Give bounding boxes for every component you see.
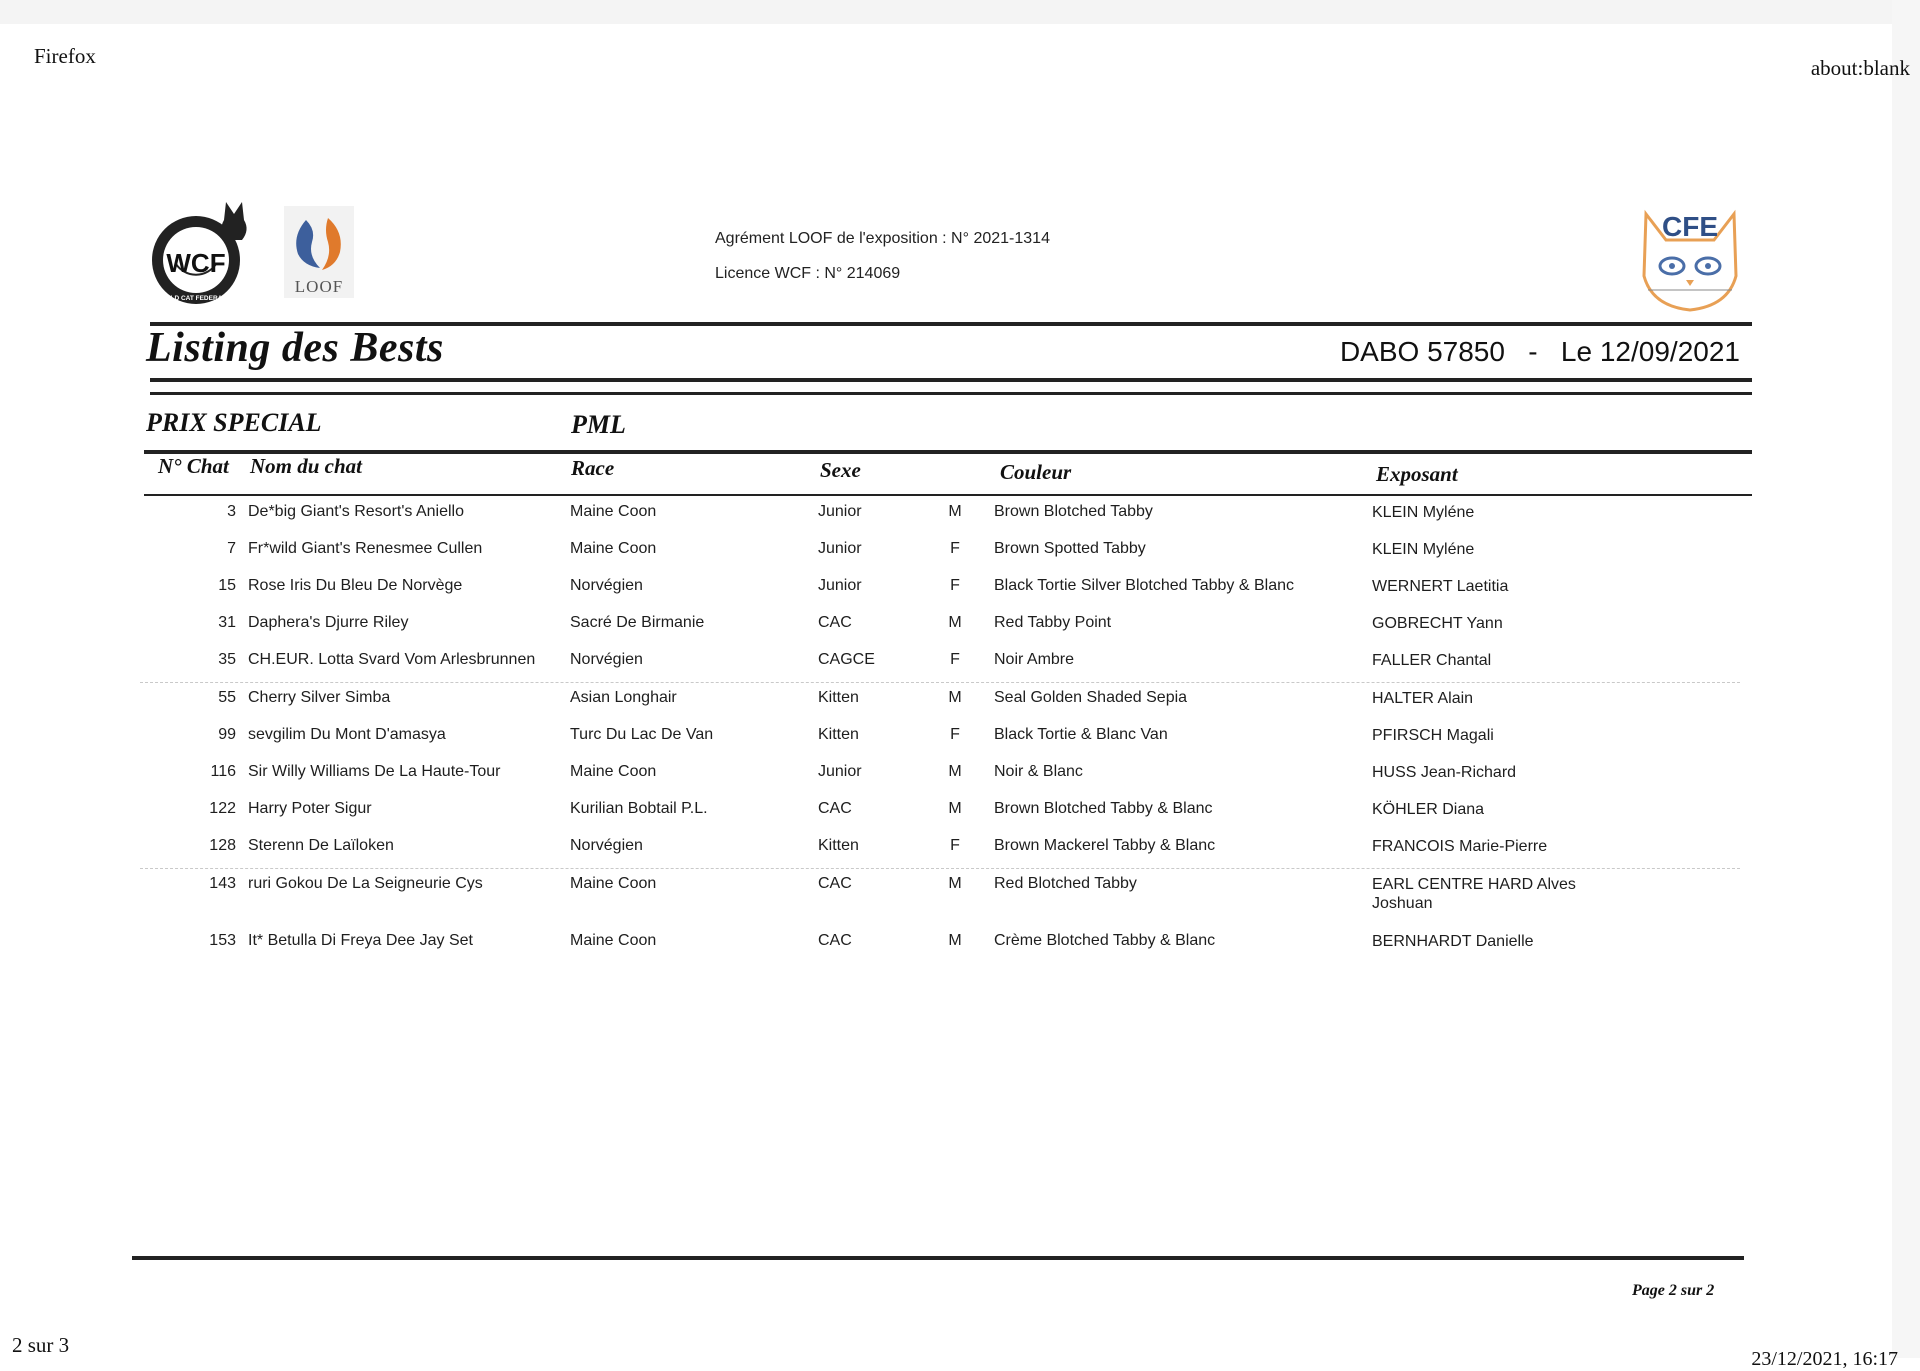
- wcf-logo-ring-text: WORLD CAT FEDERATION: [154, 295, 238, 302]
- cell-name: Fr*wild Giant's Renesmee Cullen: [248, 540, 483, 557]
- cell-classe: Junior: [818, 503, 862, 520]
- cell-couleur: Black Tortie & Blanc Van: [994, 726, 1168, 743]
- cell-couleur: Noir & Blanc: [994, 763, 1083, 780]
- cell-name: Cherry Silver Simba: [248, 689, 391, 706]
- col-header-exposant: Exposant: [1376, 462, 1458, 486]
- cell-race: Maine Coon: [570, 540, 657, 557]
- cell-classe: Junior: [818, 577, 862, 594]
- table-row: [140, 726, 1750, 760]
- cfe-logo-text: CFE: [1662, 211, 1718, 242]
- browser-timestamp: 23/12/2021, 16:17: [1751, 1348, 1898, 1370]
- col-header-race: Race: [571, 456, 615, 480]
- section-rule: [144, 450, 1752, 454]
- cell-race: Asian Longhair: [570, 689, 677, 706]
- location-date: DABO 57850 - Le 12/09/2021: [1339, 336, 1740, 367]
- cell-num: 153: [209, 932, 236, 949]
- col-header-couleur: Couleur: [1000, 460, 1072, 484]
- section-label: PRIX SPECIAL: [146, 408, 322, 437]
- cell-sexe: M: [948, 503, 962, 520]
- scan-top-edge: [0, 0, 1920, 24]
- cell-race: Turc Du Lac De Van: [570, 726, 714, 743]
- cell-name: De*big Giant's Resort's Aniello: [248, 503, 464, 520]
- cell-race: Kurilian Bobtail P.L.: [570, 800, 708, 817]
- cell-classe: Kitten: [818, 689, 859, 706]
- cell-exposant: KLEIN Myléne: [1372, 541, 1475, 558]
- cell-name: Sir Willy Williams De La Haute-Tour: [248, 763, 501, 780]
- cell-couleur: Brown Spotted Tabby: [994, 540, 1146, 557]
- cell-num: 143: [209, 875, 236, 892]
- cell-classe: Junior: [818, 763, 862, 780]
- cfe-logo: [1636, 206, 1744, 318]
- cell-name: sevgilim Du Mont D'amasya: [248, 726, 446, 743]
- cell-race: Maine Coon: [570, 932, 657, 949]
- cell-exposant: KLEIN Myléne: [1372, 504, 1475, 521]
- cell-exposant: FRANCOIS Marie-Pierre: [1372, 838, 1548, 855]
- table-row: [140, 577, 1750, 611]
- cell-name: Daphera's Djurre Riley: [248, 614, 409, 631]
- col-header-num: N° Chat: [158, 454, 229, 478]
- title-bottom-rule-2: [150, 392, 1752, 395]
- cell-classe: Kitten: [818, 837, 859, 854]
- cell-exposant: EARL CENTRE HARD Alves Joshuan: [1372, 876, 1576, 912]
- cell-couleur: Black Tortie Silver Blotched Tabby & Blanc: [994, 577, 1295, 594]
- cell-name: Harry Poter Sigur: [248, 800, 372, 817]
- cell-exposant: HUSS Jean-Richard: [1372, 764, 1517, 781]
- table-row: [140, 800, 1750, 834]
- browser-url: about:blank: [1810, 56, 1910, 80]
- cell-exposant: HALTER Alain: [1372, 690, 1474, 707]
- cell-exposant: GOBRECHT Yann: [1372, 615, 1503, 632]
- group-divider: [140, 868, 1740, 869]
- cell-couleur: Red Tabby Point: [994, 614, 1112, 631]
- cell-name: ruri Gokou De La Seigneurie Cys: [248, 875, 483, 892]
- cell-sexe: M: [948, 800, 962, 817]
- table-row: [140, 651, 1750, 685]
- cell-num: 15: [218, 577, 236, 594]
- cell-race: Sacré De Birmanie: [570, 614, 705, 631]
- cell-exposant: FALLER Chantal: [1372, 652, 1492, 669]
- cell-classe: Kitten: [818, 726, 859, 743]
- cell-couleur: Brown Blotched Tabby & Blanc: [994, 800, 1213, 817]
- loof-logo: [284, 206, 354, 298]
- cell-name: CH.EUR. Lotta Svard Vom Arlesbrunnen: [248, 651, 536, 668]
- cell-couleur: Brown Blotched Tabby: [994, 503, 1153, 520]
- page-number: Page 2 sur 2: [1632, 1282, 1715, 1299]
- cell-couleur: Seal Golden Shaded Sepia: [994, 689, 1188, 706]
- cell-sexe: M: [948, 875, 962, 892]
- table-row: [140, 875, 1750, 927]
- cell-name: It* Betulla Di Freya Dee Jay Set: [248, 932, 473, 949]
- cell-race: Maine Coon: [570, 763, 657, 780]
- cell-exposant: KÖHLER Diana: [1372, 801, 1485, 818]
- cell-race: Maine Coon: [570, 875, 657, 892]
- cell-num: 7: [227, 540, 236, 557]
- cell-sexe: M: [948, 763, 962, 780]
- wcf-logo: [146, 200, 256, 312]
- cell-sexe: F: [950, 837, 960, 854]
- section-sub-label: PML: [571, 410, 626, 439]
- cell-sexe: M: [948, 614, 962, 631]
- table-row: [140, 932, 1750, 966]
- cell-classe: CAC: [818, 800, 852, 817]
- cell-classe: CAC: [818, 932, 852, 949]
- table-row: [140, 763, 1750, 797]
- cell-sexe: F: [950, 726, 960, 743]
- cell-race: Norvégien: [570, 651, 643, 668]
- cell-num: 128: [209, 837, 236, 854]
- cell-name: Rose Iris Du Bleu De Norvège: [248, 577, 463, 594]
- cell-classe: CAC: [818, 614, 852, 631]
- cell-num: 35: [218, 651, 236, 668]
- table-row: [140, 503, 1750, 537]
- cell-classe: CAC: [818, 875, 852, 892]
- browser-app-name: Firefox: [34, 44, 96, 68]
- table-row: [140, 614, 1750, 648]
- cell-race: Maine Coon: [570, 503, 657, 520]
- cell-exposant: PFIRSCH Magali: [1372, 727, 1494, 744]
- footer-rule: [132, 1256, 1744, 1260]
- cell-num: 3: [227, 503, 236, 520]
- group-divider: [140, 682, 1740, 683]
- loof-logo-text: LOOF: [294, 277, 344, 296]
- cell-couleur: Crème Blotched Tabby & Blanc: [994, 932, 1216, 949]
- table-row: [140, 689, 1750, 723]
- page-title: Listing des Bests: [146, 325, 444, 371]
- table-row: [140, 837, 1750, 871]
- col-header-name: Nom du chat: [250, 454, 363, 478]
- cell-num: 31: [218, 614, 236, 631]
- cell-name: Sterenn De Laïloken: [248, 837, 394, 854]
- wcf-logo-text: WCF: [166, 248, 226, 278]
- cell-couleur: Brown Mackerel Tabby & Blanc: [994, 837, 1216, 854]
- cell-couleur: Red Blotched Tabby: [994, 875, 1137, 892]
- cell-num: 122: [209, 800, 236, 817]
- cell-couleur: Noir Ambre: [994, 651, 1075, 668]
- cell-sexe: F: [950, 540, 960, 557]
- header-rule: [144, 494, 1752, 496]
- cell-sexe: F: [950, 651, 960, 668]
- cell-num: 55: [218, 689, 236, 706]
- cell-sexe: M: [948, 689, 962, 706]
- cell-num: 116: [210, 763, 236, 780]
- cell-classe: Junior: [818, 540, 862, 557]
- licence-wcf: Licence WCF : N° 214069: [715, 265, 901, 282]
- cell-race: Norvégien: [570, 577, 643, 594]
- scan-right-edge: [1892, 0, 1920, 1358]
- cell-exposant: BERNHARDT Danielle: [1372, 933, 1534, 950]
- cell-num: 99: [218, 726, 236, 743]
- cell-sexe: M: [948, 932, 962, 949]
- cell-classe: CAGCE: [818, 651, 875, 668]
- browser-page-indicator: 2 sur 3: [12, 1333, 70, 1357]
- cell-sexe: F: [950, 577, 960, 594]
- table-row: [140, 540, 1750, 574]
- cell-exposant: WERNERT Laetitia: [1372, 578, 1509, 595]
- cell-race: Norvégien: [570, 837, 643, 854]
- col-header-sexe: Sexe: [820, 458, 861, 482]
- title-bottom-rule: [150, 378, 1752, 382]
- agrement-loof: Agrément LOOF de l'exposition : N° 2021-1314: [715, 230, 1050, 247]
